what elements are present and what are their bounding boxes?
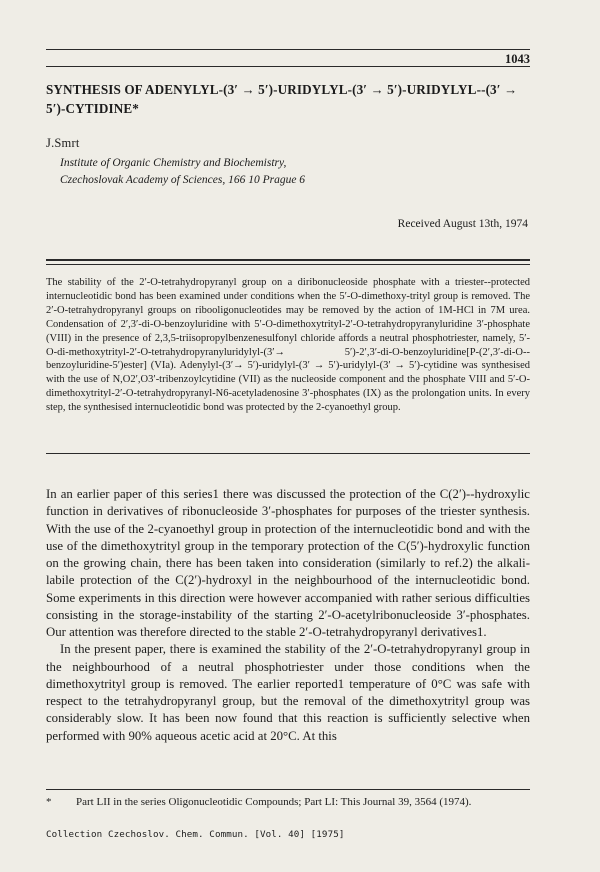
footnote-mark: *: [46, 796, 52, 808]
footnote-rule: [46, 789, 530, 790]
affiliation-line-1: Institute of Organic Chemistry and Biochemistry,: [60, 157, 287, 169]
article-title: SYNTHESIS OF ADENYLYL-(3′ → 5′)-URIDYLYL-(3′ → 5′)-URIDYLYL--(3′ → 5′)-CYTIDINE*: [46, 82, 518, 116]
journal-footer: Collection Czechoslov. Chem. Commun. [Vol. 40] [1975]: [46, 829, 345, 840]
author: J.Smrt: [46, 136, 80, 150]
header-rule-lower: [46, 66, 530, 67]
abstract-bottom-rule: [46, 453, 530, 454]
affiliation-line-2: Czechoslovak Academy of Sciences, 166 10 Prague 6: [60, 174, 306, 186]
body-paragraph-2: In the present paper, there is examined the stability of the 2′-O-tetrahydropyranyl group in the neighbourhood of a neutral phosphotriester under those conditions when the dimethoxytrityl group is removed. The earlier reported1 temperature of 0°C was safe with respect to the tetrahydropyranyl group, but the removal of the dimethoxytrityl group was considerably slow. It has been now found that this reaction is sufficiently selective when performed with 90% aqueous acetic acid at 20°C. At this: [46, 642, 530, 743]
page-number: 1043: [505, 52, 530, 66]
body-text: [46, 486, 530, 745]
abstract-top-rule: [46, 259, 530, 261]
body-paragraph-1: In an earlier paper of this series1 there was discussed the protection of the C(2′)--hydroxylic function in derivatives of ribonucleoside 3′-phosphates for purposes of the triester synthesis. With the use of the 2-cyanoethyl group in protection of the internucleotidic bond and with the use of the dimethoxytrityl group in the temporary protection of the C(5′)-hydroxylic function on the growing chain, there has been taken into consideration (similarly to ref.2) the alkali-labile protection of the C(2′)-hydroxyl in the neighbourhood of the internucleotidic bond. Some experiments in this direction were however accompanied with rather serious difficulties consisting in the storage-instability of the starting 2′-O-acetylribonucleoside 3′-phosphates. Our attention was therefore directed to the stable 2′-O-tetrahydropyranyl derivatives1.: [46, 487, 530, 639]
footnote: [46, 796, 536, 808]
footnote-text: Part LII in the series Oligonucleotidic Compounds; Part LI: This Journal 39, 3564 (1974).: [76, 796, 472, 808]
received-date: Received August 13th, 1974: [397, 218, 528, 230]
affiliation: [60, 155, 500, 189]
abstract-top-rule-thin: [46, 264, 530, 265]
abstract: The stability of the 2′-O-tetrahydropyranyl group on a diribonucleoside phosphate with a triester--protected internucleotidic bond has been examined under conditions when the 5′-O-dimethoxy-trityl group is removed. The 2′-O-tetrahydropyranyl groups on ribooligonucleotides may be removed by the action of 1M-HCl in 7M urea. Condensation of 2′,3′-di-O-benzoyluridine with 5′-O-dimethoxytrityl-2′-O-tetrahydropyranyluridine 3′-phosphate (VIII) in the presence of 2,3,5-triisopropylbenzenesulfonyl chloride affords a neutral phosphotriester, namely, 5′-O-di-methoxytrityl-2′-O-tetrahydropyranyluridylyl-(3′→ 5′)-2′,3′-di-O-benzoyluridine[P-(2′,3′-di-O--benzoyluridine-5′)ester] (VIa). Adenylyl-(3′→ 5′)-uridylyl-(3′ → 5′)-uridylyl-(3′ → 5′)-cytidine was synthesised with the use of N,O2′,O3′-tribenzoylcytidine (VII) as the nucleoside component and the phosphate VIII and 5′-O-dimethoxytrityl-2′-O-tetrahydropyranyl-N6-acetyladenosine 3′-phosphates (IX) as the prolongation units. In every step, the synthesised internucleotidic bond was protected by the 2-cyanoethyl group.: [46, 277, 530, 414]
header-rule: [46, 49, 530, 50]
